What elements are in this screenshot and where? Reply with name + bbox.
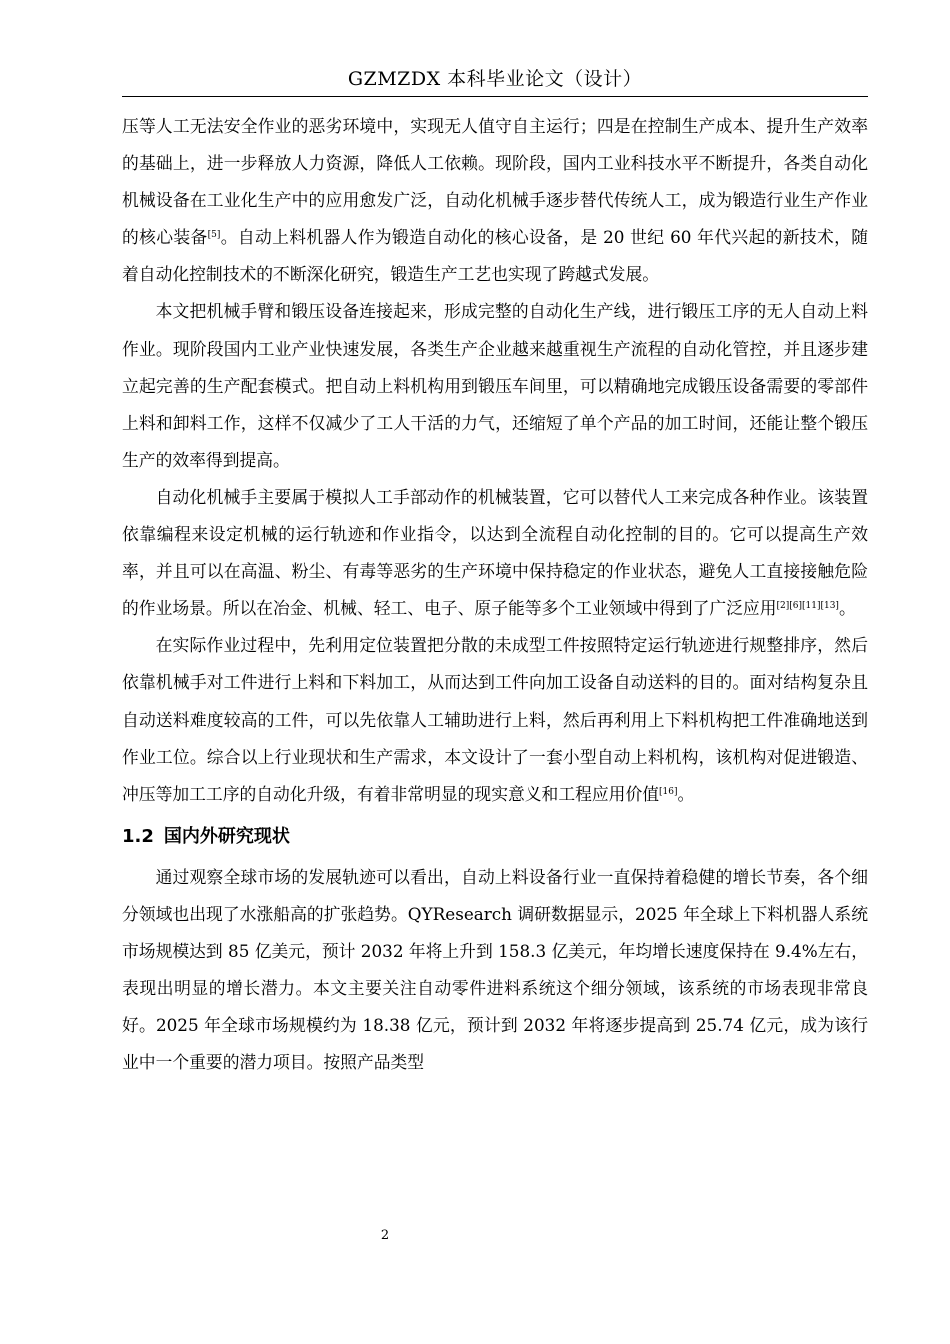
paragraph-4 [122,627,868,812]
paragraph-3 [122,479,868,627]
section-heading [122,819,868,855]
paragraph-1-tail: 。自动上料机器人作为锻造自动化的核心设备，是 20 世纪 60 年代兴起的新技术，随着自动化控制技术的不断深化研究，锻造生产工艺也实现了跨越式发展。 [122,227,868,285]
section-title: 国内外研究现状 [163,825,290,847]
citation-16: [16] [659,786,678,797]
paragraph-4-tail: 。 [677,783,695,804]
running-header: GZMZDX 本科毕业论文（设计） [347,68,643,90]
paragraph-3-text: 自动化机械手主要属于模拟人工手部动作的机械装置，它可以替代人工来完成各种作业。该装置依靠编程来设定机械的运行轨迹和作业指令，以达到全流程自动化控制的目的。它可以提高生产效率，并且可以在高温、粉尘、有毒等恶劣的生产环境中保持稳定的作业状态，避免人工直接接触危险的作业场景。所以在冶金、机械、轻工、电子、原子能等多个工业领域中得到了广泛应用 [122,486,868,619]
citation-5: [5] [207,230,221,241]
paragraph-3-tail: 。 [838,598,856,619]
paragraph-1-text: 压等人工无法安全作业的恶劣环境中，实现无人值守自主运行；四是在控制生产成本、提升生产效率的基础上，进一步释放人力资源，降低人工依赖。现阶段，国内工业科技水平不断提升，各类自动化机械设备在工业化生产中的应用愈发广泛，自动化机械手逐步替代传统人工，成为锻造行业生产作业的核心装备 [122,116,868,248]
paragraph-4-text: 在实际作业过程中，先利用定位装置把分散的未成型工件按照特定运行轨迹进行规整排序，然后依靠机械手对工件进行上料和下料加工，从而达到工件向加工设备自动送料的目的。面对结构复杂且自动送料难度较高的工件，可以先依靠人工辅助进行上料，然后再利用上下料机构把工件准确地送到作业工位。综合以上行业现状和生产需求，本文设计了一套小型自动上料机构，该机构对促进锻造、冲压等加工工序的自动化升级，有着非常明显的现实意义和工程应用价值 [122,635,868,804]
page-number: 2 [380,1228,390,1243]
paragraph-2-text: 本文把机械手臂和锻压设备连接起来，形成完整的自动化生产线，进行锻压工序的无人自动上料作业。现阶段国内工业产业快速发展，各类生产企业越来越重视生产流程的自动化管控，并且逐步建立起完善的生产配套模式。把自动上料机构用到锻压车间里，可以精确地完成锻压设备需要的零部件上料和卸料工作，这样不仅减少了工人干活的力气，还缩短了单个产品的加工时间，还能让整个锻压生产的效率得到提高。 [122,301,868,470]
paragraph-5 [122,859,868,1082]
paragraph-2 [122,293,868,478]
header-divider [122,96,868,97]
paragraph-1 [122,108,868,293]
citation-2-6-11-13: [2][6][11][13] [776,601,839,612]
section-number: 1.2 [122,825,154,847]
body-text [122,108,868,1081]
paragraph-5-text: 通过观察全球市场的发展轨迹可以看出，自动上料设备行业一直保持着稳健的增长节奏，各个细分领域也出现了水涨船高的扩张趋势。QYResearch 调研数据显示，2025 年全球上下料机器人系统市场规模达到 85 亿美元，预计 2032 年将上升到 158.3 亿美元，年均增长速度保持在 9.4%左右，表现出明显的增长潜力。本文主要关注自动零件进料系统这个细分领域，该系统的市场表现非常良好。2025 年全球市场规模约为 18.38 亿元，预计到 2032 年将逐步提高到 25.74 亿元，成为该行业中一个重要的潜力项目。按照产品类型 [122,866,868,1073]
